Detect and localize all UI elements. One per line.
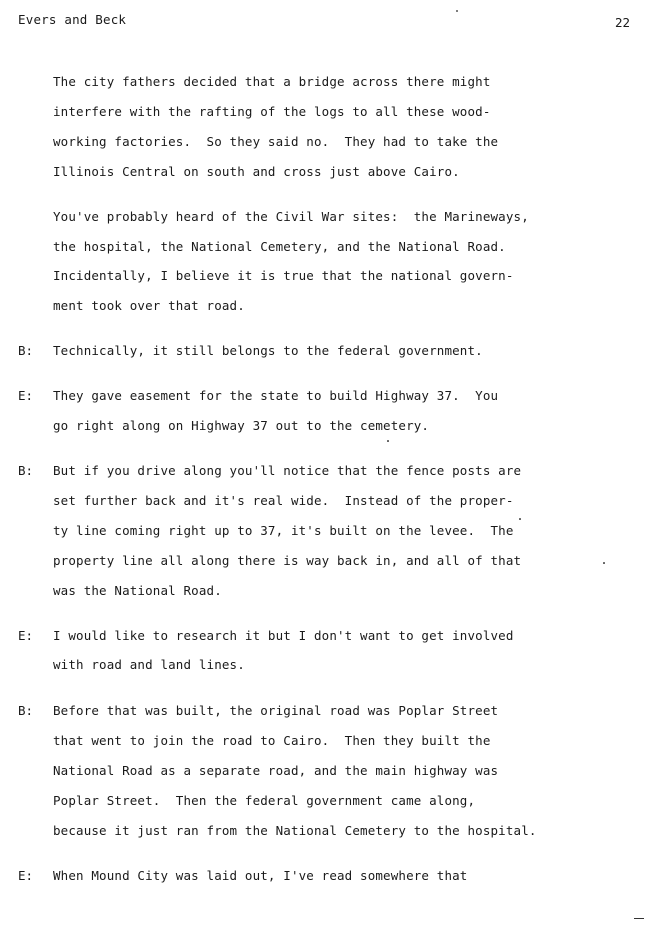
speaker-label: E:: [18, 868, 34, 883]
text-line: interfere with the rafting of the logs to all these wood-: [53, 104, 491, 119]
speaker-label: B:: [18, 703, 34, 718]
text-line: National Road as a separate road, and the main highway was: [53, 763, 499, 778]
text-line: Incidentally, I believe it is true that the national govern-: [53, 268, 514, 283]
scan-mark: [634, 918, 644, 919]
scan-speck: [387, 440, 389, 442]
text-line: the hospital, the National Cemetery, and the National Road.: [53, 239, 506, 254]
text-line: They gave easement for the state to build Highway 37. You: [53, 388, 499, 403]
text-line: was the National Road.: [53, 583, 222, 598]
speaker-label: B:: [18, 463, 34, 478]
text-line: The city fathers decided that a bridge across there might: [53, 74, 491, 89]
text-line: Illinois Central on south and cross just above Cairo.: [53, 164, 460, 179]
scan-speck: [519, 518, 521, 520]
text-line: that went to join the road to Cairo. Then they built the: [53, 733, 491, 748]
text-line: because it just ran from the National Cemetery to the hospital.: [53, 823, 537, 838]
text-line: with road and land lines.: [53, 657, 245, 672]
speaker-label: E:: [18, 628, 34, 643]
text-line: But if you drive along you'll notice that the fence posts are: [53, 463, 522, 478]
speaker-label: E:: [18, 388, 34, 403]
text-line: ty line coming right up to 37, it's built on the levee. The: [53, 523, 514, 538]
scan-speck: [456, 10, 458, 12]
page-number: 22: [614, 15, 630, 30]
text-line: Poplar Street. Then the federal government came along,: [53, 793, 476, 808]
text-line: set further back and it's real wide. Instead of the proper-: [53, 493, 514, 508]
speaker-label: B:: [18, 343, 34, 358]
text-line: go right along on Highway 37 out to the cemetery.: [53, 418, 430, 433]
running-header-title: Evers and Beck: [18, 12, 127, 27]
text-line: Technically, it still belongs to the federal government.: [53, 343, 483, 358]
text-line: property line all along there is way back in, and all of that: [53, 553, 522, 568]
text-line: Before that was built, the original road was Poplar Street: [53, 703, 499, 718]
text-line: ment took over that road.: [53, 298, 245, 313]
text-line: working factories. So they said no. They had to take the: [53, 134, 499, 149]
scan-speck: [603, 562, 605, 564]
text-line: When Mound City was laid out, I've read somewhere that: [53, 868, 468, 883]
text-line: I would like to research it but I don't want to get involved: [53, 628, 514, 643]
text-line: You've probably heard of the Civil War sites: the Marineways,: [53, 209, 529, 224]
